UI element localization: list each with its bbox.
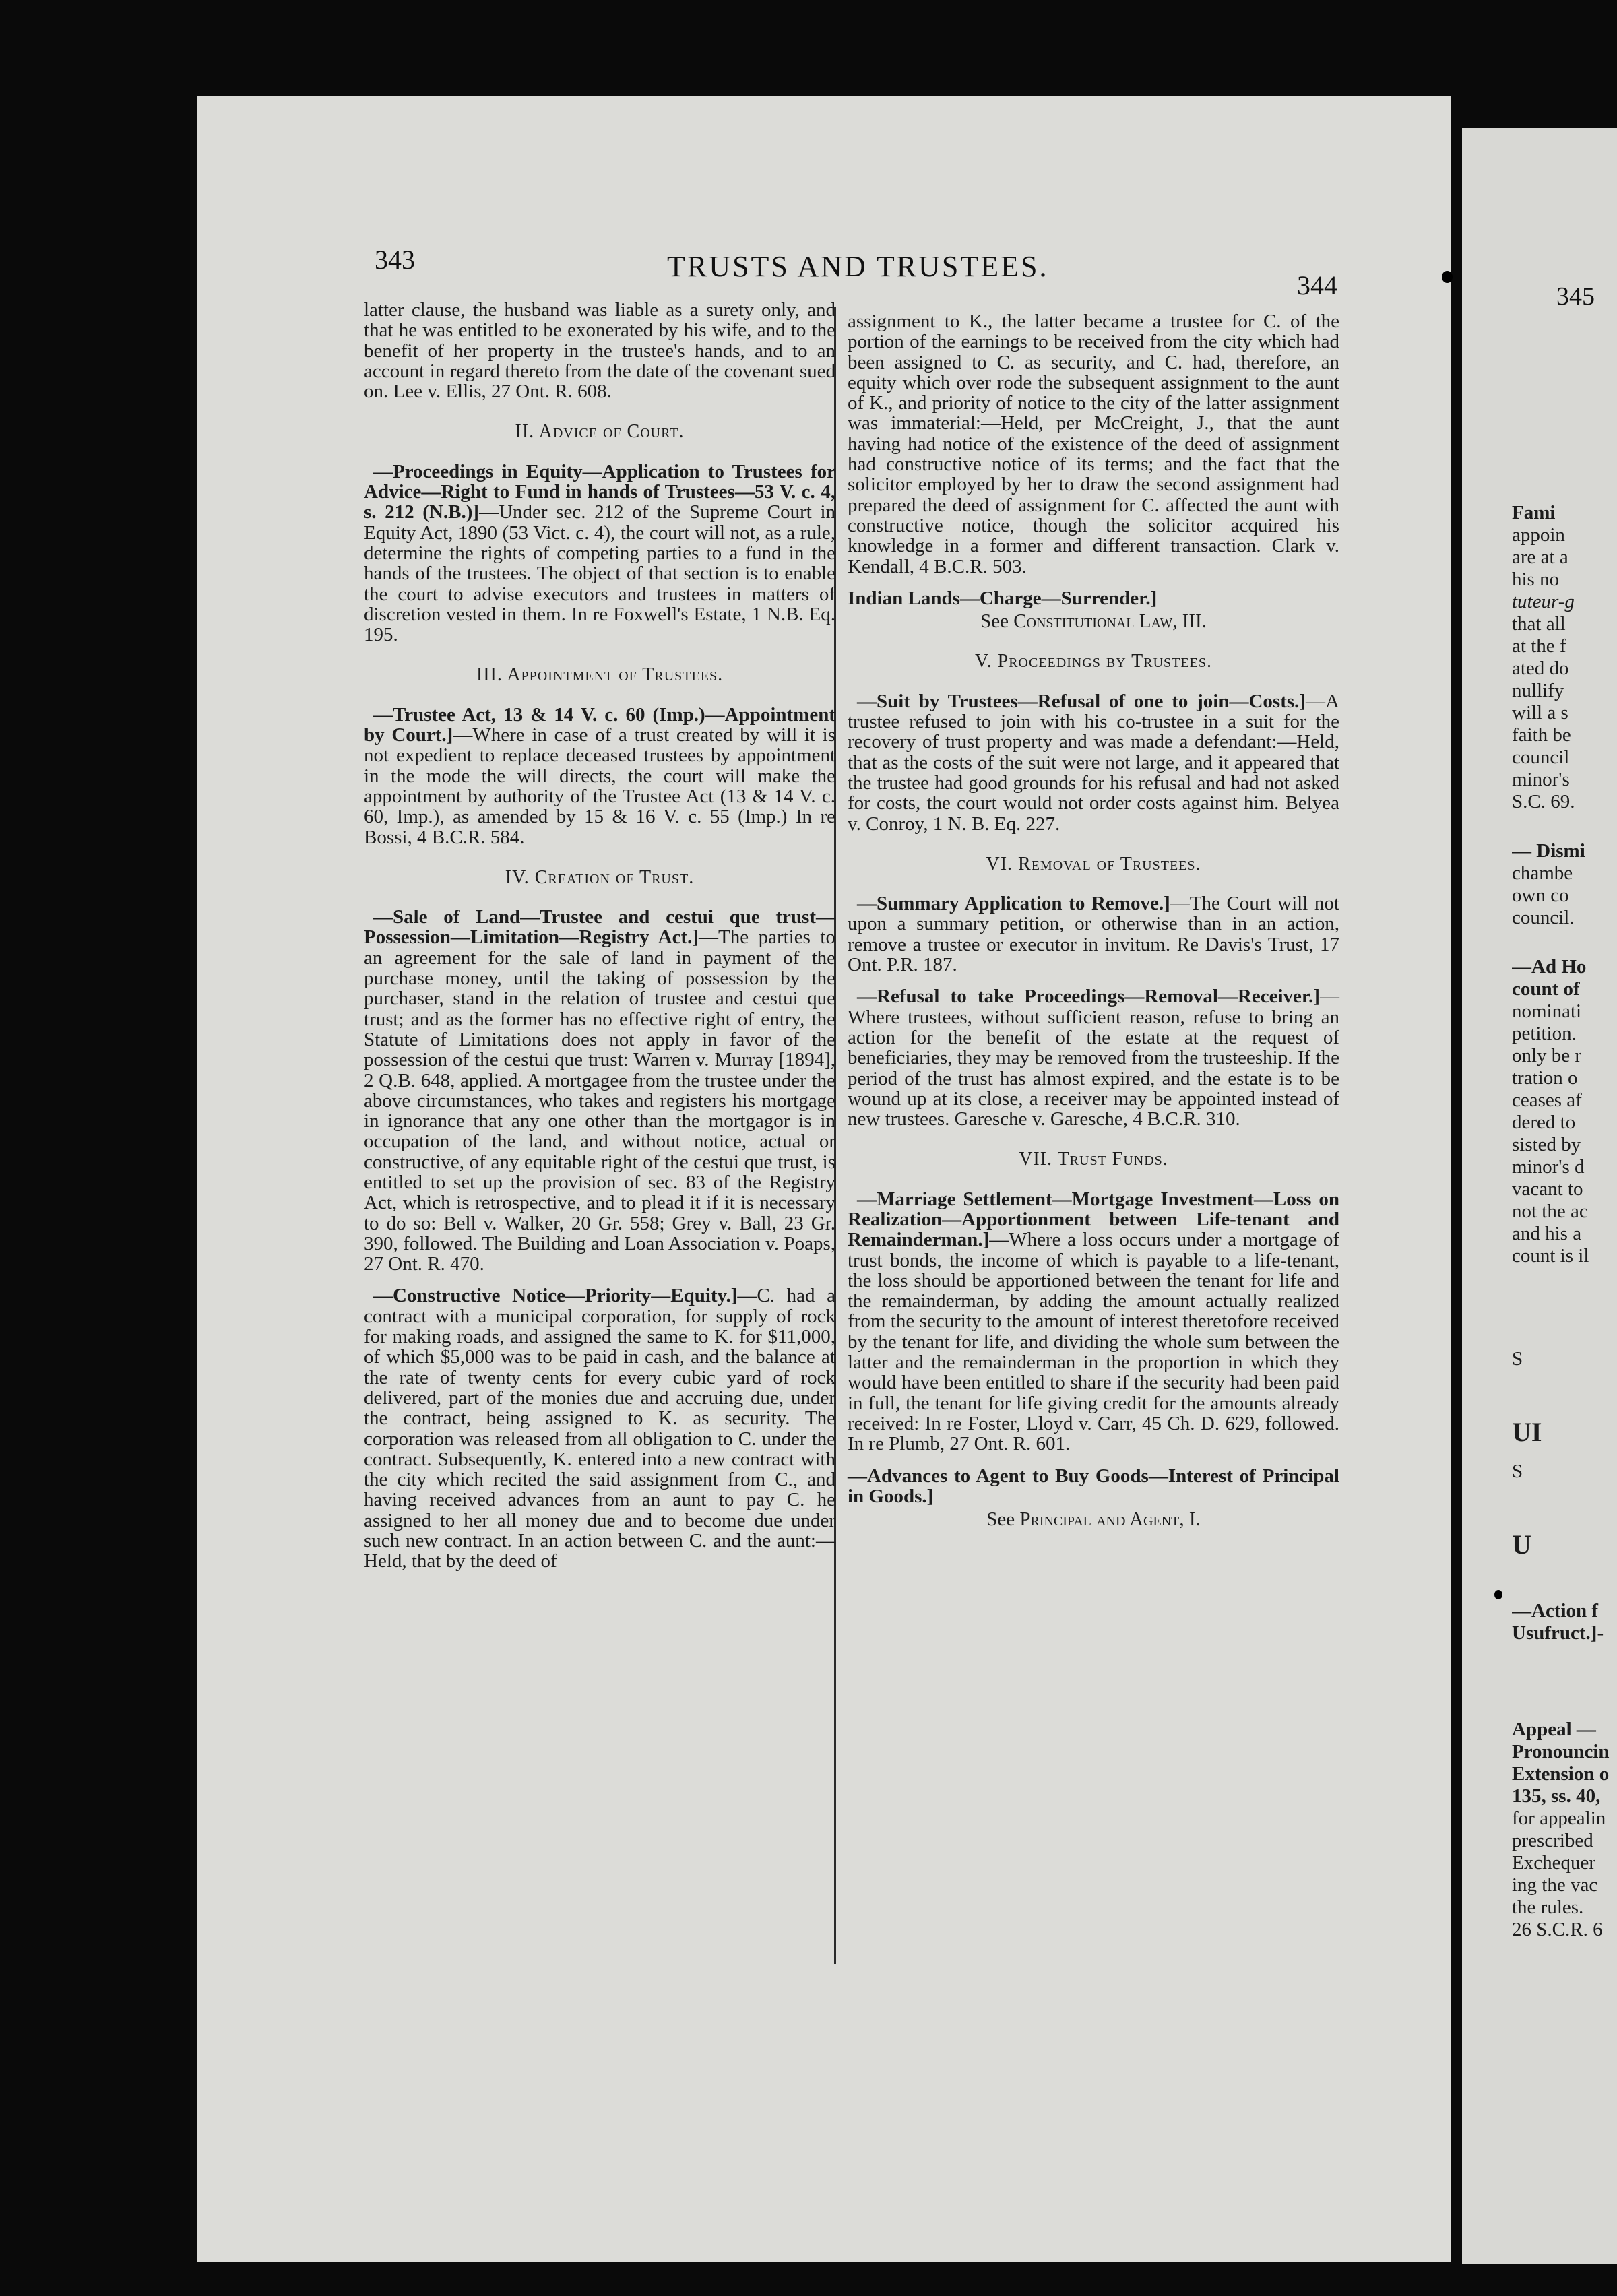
right-fragment-line: council. bbox=[1512, 907, 1575, 928]
right-fragment-column bbox=[1512, 502, 1617, 1941]
right-fragment-line: minor's bbox=[1512, 769, 1570, 790]
entry-body: latter clause, the husband was liable as a surety only, and that he was entitled to be exonerated by his wife, and to the benefit of her property in the trustee's hands, and to an account in regard thereto from the date of the covenant sued on. Lee v. Ellis, 27 Ont. R. 608. bbox=[364, 299, 835, 403]
section-heading: V. Proceedings by Trustees. bbox=[975, 651, 1212, 672]
right-fragment-line: only be r bbox=[1512, 1045, 1582, 1066]
right-fragment-line: S bbox=[1512, 1461, 1523, 1482]
right-fragment-line: faith be bbox=[1512, 724, 1571, 746]
right-fragment-line: 135, ss. 40, bbox=[1512, 1785, 1601, 1807]
right-fragment-line: ing the vac bbox=[1512, 1874, 1598, 1896]
right-fragment-line: are at a bbox=[1512, 546, 1568, 568]
entry-headnote: —Advances to Agent to Buy Goods—Interest of Principal in Goods.] bbox=[848, 1465, 1339, 1507]
right-fragment-line: will a s bbox=[1512, 702, 1568, 724]
running-header: TRUSTS AND TRUSTEES. bbox=[667, 250, 1049, 283]
right-fragment-line: tuteur-g bbox=[1512, 591, 1575, 612]
digest-entry bbox=[848, 691, 1339, 834]
entry-headnote: —Marriage Settlement—Mortgage Investment—Loss on Realization—Apportionment between Life-tenant and Remainderman.] bbox=[848, 1188, 1339, 1251]
see-reference: Principal and Agent, I. bbox=[1019, 1508, 1201, 1531]
section-heading: II. Advice of Court. bbox=[515, 421, 685, 443]
right-fragment-line: dered to bbox=[1512, 1112, 1576, 1133]
right-fragment-line: Pronouncin bbox=[1512, 1741, 1610, 1762]
entry-body: —C. had a contract with a municipal corporation, for supply of rock for making roads, and assigned the same to K. for $11,000, of which $5,000 was to be paid in cash, and the balance at the rate of twenty cents for every cubic yard of rock delivered, part of the monies due and accruing due, under the contract, being assigned to K. as security. The corporation was released from all obligation to C. under the contract. Subsequently, K. entered into a new contract with the city which recited the said assignment from C., and having received advances from an aunt to pay C. he assigned to her all money due and to become due under such new contract. In an action between C. and the aunt:—Held, that by the deed of bbox=[364, 1285, 835, 1572]
right-fragment-line: appoin bbox=[1512, 524, 1565, 546]
right-fragment-line: —Ad Ho bbox=[1512, 956, 1587, 978]
right-fragment-line: U bbox=[1512, 1529, 1531, 1560]
continued-text bbox=[364, 300, 835, 402]
page-number-343: 343 bbox=[375, 245, 415, 275]
entry-headnote: —Summary Application to Remove.] bbox=[857, 893, 1170, 915]
right-fragment-line: the rules. bbox=[1512, 1896, 1584, 1918]
ink-spot bbox=[1494, 1590, 1502, 1599]
digest-entry bbox=[848, 1189, 1339, 1455]
continued-text bbox=[848, 311, 1339, 577]
page-number-345: 345 bbox=[1556, 282, 1595, 311]
right-fragment-line: tration o bbox=[1512, 1067, 1578, 1089]
digest-entry bbox=[848, 893, 1339, 975]
entry-body: —A trustee refused to join with his co-trustee in a suit for the recovery of trust property and was made a defendant:—Held, that as the costs of the suit were not large, and it appeared that the trustee had good grounds for his refusal and had not asked for costs, the court would not order costs against him. Belyea v. Conroy, 1 N. B. Eq. 227. bbox=[848, 690, 1339, 835]
right-fragment-line: prescribed bbox=[1512, 1830, 1593, 1851]
right-fragment-line: — Dismi bbox=[1512, 840, 1585, 862]
right-fragment-line: ated do bbox=[1512, 658, 1569, 679]
right-fragment-line: Extension o bbox=[1512, 1763, 1610, 1785]
entry-headnote: —Suit by Trustees—Refusal of one to join—Costs.] bbox=[857, 690, 1306, 712]
entry-body: —The parties to an agreement for the sale of land in payment of the purchase money, until the taking of possession by the purchaser, stand in the relation of trustee and cestui que trust; and as the former has no effective right of entry, the Statute of Limitations does not apply in favor of the possession of the cestui que trust: Warren v. Murray [1894], 2 Q.B. 648, applied. A mortgagee from the trustee under the above circumstances, who takes and registers his mortgage in ignorance that any one other than the mortgagor is in occupation of the land, and without notice, actual or constructive, of any equitable right of the cestui que trust, is entitled to set up the provision of sec. 83 of the Registry Act, which is retrospective, and to plead it if it is necessary to do so: Bell v. Walker, 20 Gr. 558; Grey v. Ball, 23 Gr. 390, followed. The Building and Loan Association v. Poaps, 27 Ont. R. 470. bbox=[364, 926, 835, 1275]
right-fragment-line: his no bbox=[1512, 569, 1560, 590]
right-fragment-line: nominati bbox=[1512, 1000, 1582, 1022]
entry-body: —The Court will not upon a summary petition, or otherwise than in an action, remove a trustee or executor in invitum. Re Davis's Trust, 17 Ont. P.R. 187. bbox=[848, 893, 1339, 976]
right-fragment-line: that all bbox=[1512, 613, 1566, 635]
page-number-344: 344 bbox=[1297, 270, 1337, 300]
digest-entry bbox=[364, 1285, 835, 1571]
entry-headnote: —Proceedings in Equity—Application to Trustees for Advice—Right to Fund in hands of Trustees—53 V. c. 4, s. 212 (N.B.)] bbox=[364, 460, 835, 523]
cross-reference-entry bbox=[848, 588, 1339, 632]
digest-entry bbox=[364, 461, 835, 645]
cross-reference-entry bbox=[848, 1466, 1339, 1530]
right-fragment-line: not the ac bbox=[1512, 1201, 1588, 1222]
right-fragment-line: UI bbox=[1512, 1417, 1542, 1447]
right-fragment-line: Fami bbox=[1512, 502, 1556, 523]
right-fragment-line: Exchequer bbox=[1512, 1852, 1595, 1874]
entry-headnote: —Trustee Act, 13 & 14 V. c. 60 (Imp.)—Appointment by Court.] bbox=[364, 703, 835, 746]
entry-headnote: —Sale of Land—Trustee and cestui que trust—Possession—Limitation—Registry Act.] bbox=[364, 906, 835, 949]
digest-entry bbox=[364, 705, 835, 848]
right-fragment-line: —Action f bbox=[1512, 1600, 1599, 1622]
right-fragment-line: count of bbox=[1512, 978, 1580, 1000]
digest-entry bbox=[364, 907, 835, 1274]
right-fragment-line: council bbox=[1512, 746, 1570, 768]
right-fragment-line: Usufruct.]- bbox=[1512, 1622, 1604, 1644]
ink-spot bbox=[1442, 271, 1453, 283]
right-fragment-line: sisted by bbox=[1512, 1134, 1581, 1155]
right-fragment-line: chambe bbox=[1512, 862, 1573, 884]
right-fragment-line: vacant to bbox=[1512, 1178, 1583, 1200]
entry-headnote: Indian Lands—Charge—Surrender.] bbox=[848, 587, 1158, 609]
entry-body: assignment to K., the latter became a trustee for C. of the portion of the earnings to be received from the city which had been assigned to C. as security, and C. had, therefore, an equity which over rode the subsequent assignment to the aunt of K., and priority of notice to the city of the latter assignment was immaterial:—Held, per McCreight, J., that the aunt having had notice of the existence of the deed of assignment had constructive notice of its terms; and the fact that the solicitor employed by her to draw the second assignment had prepared the deed of assignment for C. affected the aunt with constructive notice, though the solicitor acquired his knowledge in a former and different transaction. Clark v. Kendall, 4 B.C.R. 503. bbox=[848, 311, 1339, 577]
right-fragment-line: S.C. 69. bbox=[1512, 791, 1575, 812]
right-fragment-line: Appeal — bbox=[1512, 1719, 1596, 1740]
right-fragment-line: S bbox=[1512, 1348, 1523, 1370]
entry-body: —Where a loss occurs under a mortgage of trust bonds, the income of which is payable to a life-tenant, the loss should be apportioned between the tenant for life and the remainderman, by adding the amount actually realized from the security to the amount of interest theretofore received by the tenant for life, and dividing the whole sum between the latter and the remainderman in the proportion in which they would have been entitled to share if the security had been paid in full, the tenant for life giving credit for the amounts already received: In re Foster, Lloyd v. Carr, 45 Ch. D. 629, followed. In re Plumb, 27 Ont. R. 601. bbox=[848, 1229, 1339, 1455]
entry-headnote: —Refusal to take Proceedings—Removal—Receiver.] bbox=[857, 986, 1320, 1008]
see-prefix: See bbox=[980, 610, 1014, 633]
see-prefix: See bbox=[986, 1508, 1020, 1531]
see-reference: Constitutional Law, III. bbox=[1013, 610, 1207, 633]
digest-entry bbox=[848, 986, 1339, 1129]
entry-body: —Where in case of a trust created by will it is not expedient to replace deceased trustees by appointment in the mode the will directs, the court will make the appointment by authority of the Trustee Act (13 & 14 V. c. 60, Imp.), as amended by 15 & 16 V. c. 55 (Imp.) In re Bossi, 4 B.C.R. 584. bbox=[364, 724, 835, 848]
section-heading: VII. Trust Funds. bbox=[1019, 1149, 1168, 1170]
left-column bbox=[364, 300, 835, 1583]
right-fragment-line: for appealin bbox=[1512, 1808, 1606, 1829]
section-heading: III. Appointment of Trustees. bbox=[476, 664, 724, 686]
right-fragment-line: petition. bbox=[1512, 1023, 1577, 1044]
entry-body: —Under sec. 212 of the Supreme Court in Equity Act, 1890 (53 Vict. c. 4), the court will not, as a rule, determine the rights of competing parties to a fund in the hands of the trustees. The object of that section is to enable the court to advise executors and trustees in matters of discretion vested in them. In re Foxwell's Estate, 1 N.B. Eq. 195. bbox=[364, 501, 835, 646]
right-fragment-line: nullify bbox=[1512, 680, 1564, 701]
right-fragment-line: 26 S.C.R. 6 bbox=[1512, 1919, 1603, 1940]
middle-column bbox=[848, 311, 1339, 1545]
entry-headnote: —Constructive Notice—Priority—Equity.] bbox=[373, 1285, 738, 1307]
right-fragment-line: at the f bbox=[1512, 635, 1566, 657]
right-fragment-line: ceases af bbox=[1512, 1089, 1582, 1111]
right-fragment-line: own co bbox=[1512, 885, 1569, 906]
entry-body: —Where trustees, without sufficient reason, refuse to bring an action for the benefit of the estate at the request of beneficiaries, they may be removed from the trusteeship. If the period of the trust has almost expired, and the estate is to be wound up at its close, a receiver may be appointed instead of new trustees. Garesche v. Garesche, 4 B.C.R. 310. bbox=[848, 986, 1339, 1130]
section-heading: VI. Removal of Trustees. bbox=[986, 853, 1201, 874]
section-heading: IV. Creation of Trust. bbox=[505, 866, 695, 888]
right-fragment-line: count is il bbox=[1512, 1245, 1589, 1267]
right-fragment-line: minor's d bbox=[1512, 1156, 1585, 1178]
right-fragment-line: and his a bbox=[1512, 1223, 1582, 1244]
